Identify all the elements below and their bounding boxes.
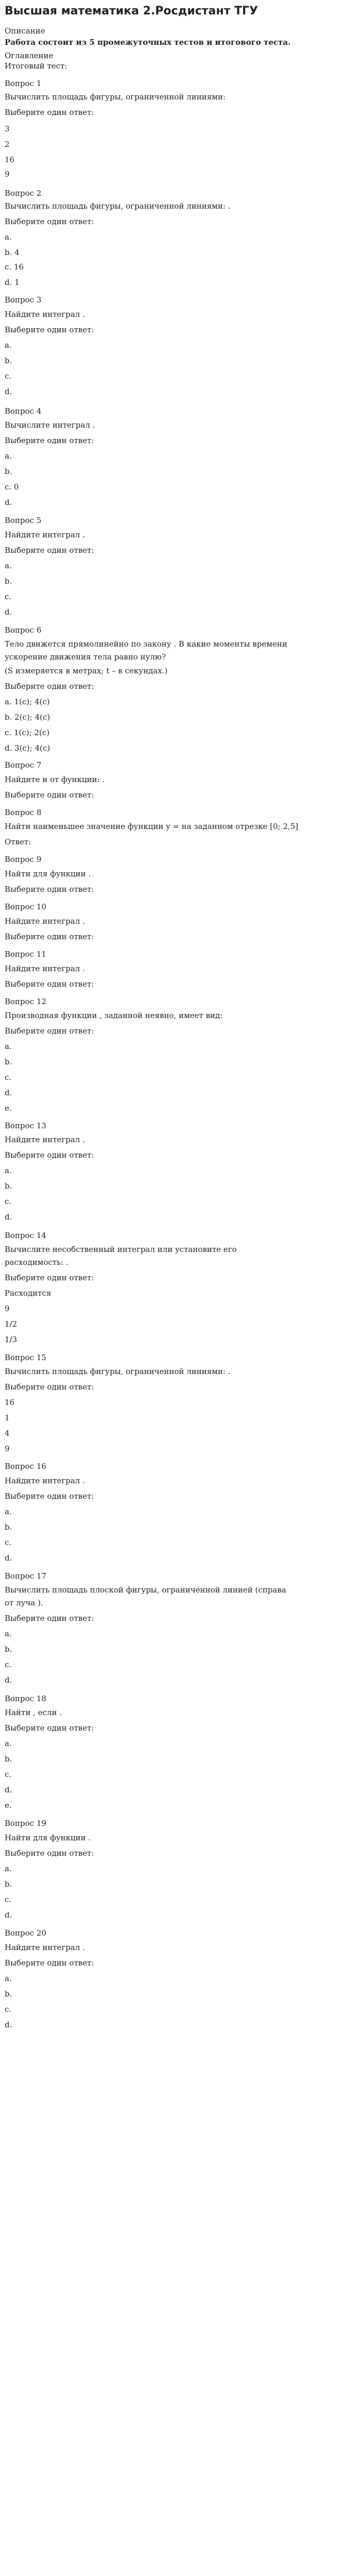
question-heading: Вопрос 10: [5, 902, 46, 911]
text-line: Вычислить площадь фигуры, ограниченной линиями: .: [5, 201, 231, 211]
answer-option: c.: [5, 592, 12, 601]
answer-option: d.: [5, 387, 12, 396]
text-line: 16: [5, 155, 15, 164]
text-line: Найти для функции .: [5, 869, 91, 878]
answer-option: b.: [5, 1989, 12, 1998]
text-line: Оглавление: [5, 51, 54, 60]
answer-option: a. 1(c); 4(c): [5, 697, 50, 706]
answer-option: c. 1(c); 2(c): [5, 728, 50, 737]
answer-option: c.: [5, 1197, 12, 1206]
answer-option: d.: [5, 1675, 12, 1685]
answer-option: d.: [5, 607, 12, 617]
answer-prompt: Выберите один ответ:: [5, 790, 94, 800]
answer-option: c.: [5, 1770, 12, 1779]
question-heading: Вопрос 3: [5, 295, 42, 304]
question-heading: Вопрос 7: [5, 760, 42, 770]
question-heading: Вопрос 12: [5, 997, 46, 1006]
answer-option: d. 3(c); 4(c): [5, 743, 50, 753]
text-line: расходимость: .: [5, 1258, 68, 1267]
answer-option: a.: [5, 341, 12, 350]
answer-option: b.: [5, 1879, 12, 1889]
answer-option: d.: [5, 498, 12, 507]
text-line: 2: [5, 140, 10, 149]
question-heading: Вопрос 17: [5, 1571, 46, 1581]
answer-prompt: Выберите один ответ:: [5, 885, 94, 894]
answer-option: a.: [5, 232, 12, 242]
answer-option: a.: [5, 1974, 12, 1983]
text-line: Найдите интеграл .: [5, 310, 85, 319]
text-line: Тело движется прямолинейно по закону . В какие моменты времени: [5, 639, 287, 649]
answer-option: c. 16: [5, 262, 24, 272]
answer-prompt: Выберите один ответ:: [5, 979, 94, 989]
question-heading: Вопрос 19: [5, 1819, 46, 1828]
answer-option: b.: [5, 1181, 12, 1191]
text-line: 16: [5, 1398, 15, 1407]
answer-prompt: Выберите один ответ:: [5, 1273, 94, 1282]
text-line: Работа состоит из 5 промежуточных тестов и итогового теста.: [5, 38, 291, 47]
text-line: Найти наименьшее значение функции y = на заданном отрезке [0; 2,5]: [5, 822, 299, 831]
question-heading: Вопрос 14: [5, 1231, 46, 1240]
answer-option: b. 4: [5, 248, 20, 257]
text-line: Вычислите несобственный интеграл или установите его: [5, 1245, 237, 1254]
question-heading: Вопрос 11: [5, 950, 46, 959]
answer-prompt: Выберите один ответ:: [5, 108, 94, 117]
answer-option: d. 1: [5, 278, 20, 287]
answer-option: b.: [5, 577, 12, 586]
answer-prompt: Выберите один ответ:: [5, 1614, 94, 1623]
text-line: Вычислить площадь плоской фигуры, ограниченной линией (справа: [5, 1585, 286, 1595]
answer-option: b.: [5, 1645, 12, 1654]
question-heading: Вопрос 8: [5, 808, 42, 817]
answer-prompt: Выберите один ответ:: [5, 546, 94, 555]
answer-option: a.: [5, 1166, 12, 1175]
question-heading: Вопрос 18: [5, 1694, 46, 1703]
answer-prompt: Выберите один ответ:: [5, 1026, 94, 1036]
answer-prompt: Выберите один ответ:: [5, 325, 94, 334]
text-line: Найдите интеграл .: [5, 1135, 85, 1144]
text-line: Вычислите интеграл .: [5, 420, 95, 430]
text-line: 1: [5, 1413, 10, 1422]
text-line: Найдите и от функции: .: [5, 775, 105, 784]
text-line: 4: [5, 1429, 10, 1438]
question-heading: Вопрос 4: [5, 406, 42, 416]
question-heading: Вопрос 9: [5, 855, 42, 864]
answer-option: e.: [5, 1104, 12, 1113]
answer-option: c.: [5, 1073, 12, 1082]
question-heading: Вопрос 2: [5, 189, 42, 198]
text-line: 1/3: [5, 1335, 18, 1344]
answer-option: a.: [5, 1629, 12, 1638]
text-line: от луча ).: [5, 1598, 43, 1607]
answer-prompt: Выберите один ответ:: [5, 932, 94, 941]
answer-option: c.: [5, 1895, 12, 1904]
question-heading: Вопрос 1: [5, 79, 42, 88]
answer-option: a.: [5, 1864, 12, 1873]
answer-option: a.: [5, 1507, 12, 1516]
text-line: Найдите интеграл .: [5, 917, 85, 926]
answer-prompt: Выберите один ответ:: [5, 1723, 94, 1733]
question-heading: Вопрос 15: [5, 1353, 46, 1362]
answer-option: b. 2(c); 4(c): [5, 713, 50, 722]
question-heading: Вопрос 16: [5, 1462, 46, 1471]
answer-option: b.: [5, 1754, 12, 1764]
question-heading: Вопрос 13: [5, 1121, 46, 1130]
text-line: Найдите интеграл .: [5, 530, 85, 539]
answer-option: d.: [5, 1088, 12, 1097]
answer-option: d.: [5, 2020, 12, 2029]
text-line: Производная функции , заданной неявно, имеет вид:: [5, 1011, 223, 1020]
question-heading: Вопрос 5: [5, 516, 42, 525]
answer-option: b.: [5, 356, 12, 365]
answer-prompt: Выберите один ответ:: [5, 1492, 94, 1501]
answer-option: c.: [5, 1660, 12, 1669]
answer-option: d.: [5, 1553, 12, 1563]
answer-prompt: Выберите один ответ:: [5, 1958, 94, 1968]
text-line: 3: [5, 124, 10, 133]
text-line: Найдите интеграл .: [5, 964, 85, 973]
text-line: Вычислить площадь фигуры, ограниченной линиями:: [5, 92, 226, 101]
answer-option: a.: [5, 1739, 12, 1748]
text-line: Вычислить площадь фигуры, ограниченной линиями: .: [5, 1367, 231, 1376]
question-heading: Вопрос 20: [5, 1928, 46, 1938]
answer-option: a.: [5, 1042, 12, 1051]
answer-option: c.: [5, 1538, 12, 1547]
text-line: ускорение движения тела равно нулю?: [5, 652, 166, 662]
answer-prompt: Выберите один ответ:: [5, 682, 94, 691]
text-line: (S измеряется в метрах; t – в секундах.): [5, 666, 168, 675]
answer-option: d.: [5, 1785, 12, 1794]
text-line: Ответ:: [5, 837, 31, 846]
answer-prompt: Выберите один ответ:: [5, 436, 94, 445]
answer-option: c. 0: [5, 482, 19, 492]
text-line: Найдите интеграл .: [5, 1476, 85, 1485]
answer-option: d.: [5, 1212, 12, 1222]
text-line: 9: [5, 170, 10, 179]
text-line: Найти , если .: [5, 1708, 62, 1717]
text-line: 1/2: [5, 1319, 18, 1329]
answer-prompt: Выберите один ответ:: [5, 1382, 94, 1392]
text-line: 9: [5, 1304, 10, 1313]
answer-prompt: Выберите один ответ:: [5, 1150, 94, 1160]
text-line: Расходится: [5, 1289, 51, 1298]
answer-option: e.: [5, 1801, 12, 1810]
answer-option: a.: [5, 451, 12, 461]
text-line: Описание: [5, 26, 45, 36]
answer-option: d.: [5, 1910, 12, 1920]
answer-prompt: Выберите один ответ:: [5, 217, 94, 226]
answer-prompt: Выберите один ответ:: [5, 1849, 94, 1858]
text-line: Найдите интеграл .: [5, 1943, 85, 1952]
answer-option: b.: [5, 1522, 12, 1532]
answer-option: a.: [5, 561, 12, 570]
answer-option: c.: [5, 2005, 12, 2014]
answer-option: c.: [5, 371, 12, 381]
answer-option: b.: [5, 1057, 12, 1066]
text-line: Итоговый тест:: [5, 61, 67, 71]
text-line: 9: [5, 1444, 10, 1453]
question-heading: Вопрос 6: [5, 625, 42, 635]
page-title: Высшая математика 2.Росдистант ТГУ: [5, 5, 258, 18]
answer-option: b.: [5, 467, 12, 476]
text-line: Найти для функции .: [5, 1833, 91, 1842]
